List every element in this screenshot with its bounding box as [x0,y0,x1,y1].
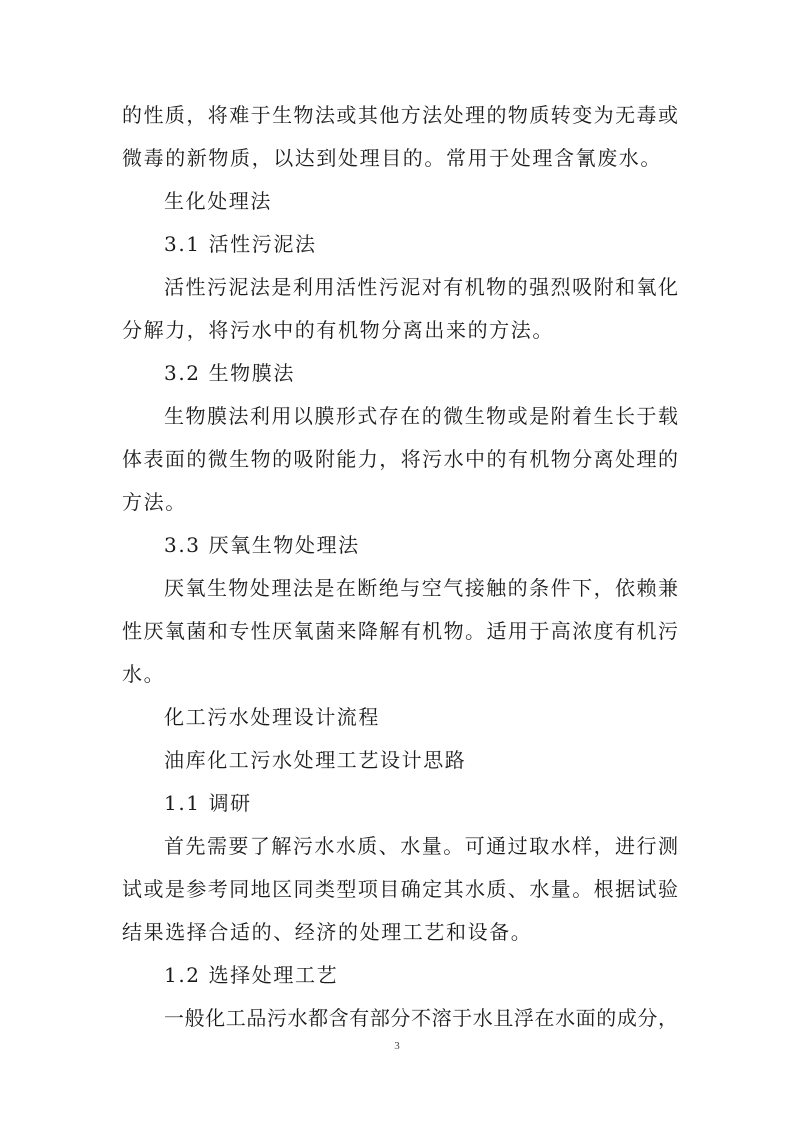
paragraph-line: 分解力，将污水中的有机物分离出来的方法。 [122,318,554,342]
subsection-heading: 1.1 调研 [164,791,252,815]
subsection-heading: 3.1 活性污泥法 [164,232,317,256]
paragraph-line: 性厌氧菌和专性厌氧菌来降解有机物。适用于高浓度有机污 [122,619,678,643]
paragraph-line: 首先需要了解污水水质、水量。可通过取水样，进行测 [164,834,678,858]
paragraph-line: 生物膜法利用以膜形式存在的微生物或是附着生长于载 [164,404,678,428]
section-heading: 油库化工污水处理工艺设计思路 [164,748,467,772]
page-number: 3 [394,1040,400,1052]
paragraph-line: 试或是参考同地区同类型项目确定其水质、水量。根据试验 [122,877,678,901]
section-heading: 化工污水处理设计流程 [164,705,380,729]
paragraph-line: 一般化工品污水都含有部分不溶于水且浮在水面的成分， [164,1006,678,1030]
paragraph-line: 结果选择合适的、经济的处理工艺和设备。 [122,920,533,944]
subsection-heading: 3.3 厌氧生物处理法 [164,533,360,557]
paragraph-line: 活性污泥法是利用活性污泥对有机物的强烈吸附和氧化 [164,275,678,299]
paragraph-line: 体表面的微生物的吸附能力，将污水中的有机物分离处理的 [122,447,678,471]
paragraph-line: 水。 [122,662,166,686]
subsection-heading: 3.2 生物膜法 [164,361,295,385]
paragraph-line: 厌氧生物处理法是在断绝与空气接触的条件下，依赖兼 [164,576,678,600]
paragraph-line: 的性质，将难于生物法或其他方法处理的物质转变为无毒或 [122,103,678,127]
subsection-heading: 1.2 选择处理工艺 [164,963,339,987]
paragraph-line: 微毒的新物质，以达到处理目的。常用于处理含氰废水。 [122,146,662,170]
paragraph-line: 方法。 [122,490,187,514]
section-heading: 生化处理法 [164,189,272,213]
